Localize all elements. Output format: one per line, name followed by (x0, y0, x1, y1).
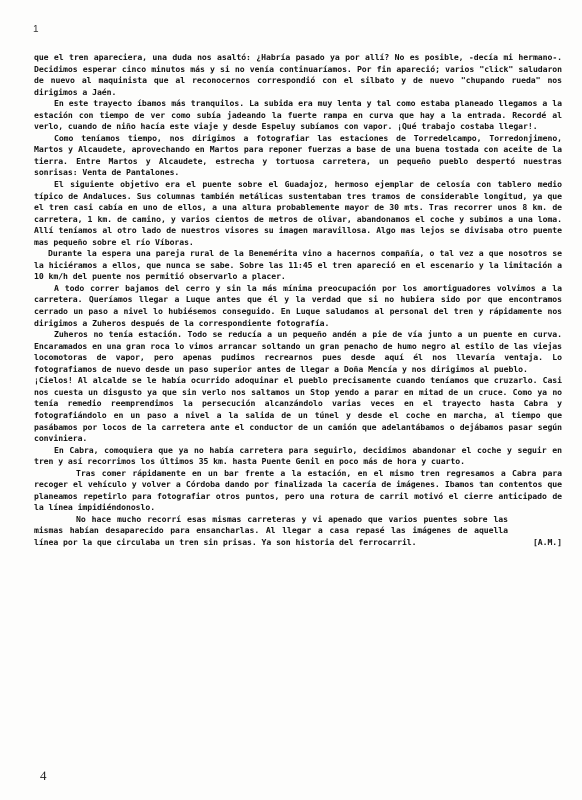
paragraph-11: No hace mucho recorrí esas mismas carreteras y vi apenado que varios puentes sobre las mismas habían desaparecido para ensancharlas. Al llegar a casa repasé las imágenes de aquella línea por la que circulaba un tren sin prisas. Ya son historia del ferrocarril. (34, 513, 508, 547)
page-number: 4 (40, 768, 47, 783)
paragraph-10: Tras comer rápidamente en un bar frente a la estación, en el mismo tren regresamos a Cabra para recoger el vehículo y volver a Córdoba dando por finalizada la cacería de imágenes. Ibamos tan contentos que planeamos repetirlo para fotografiar otros puntos, pero una rotura de carril motivó el cierre anticipado de la línea impidiéndonoslo. (34, 467, 562, 513)
paragraph-3: Como teníamos tiempo, nos dirigimos a fotografiar las estaciones de Torredelcampo, Torredonjimeno, Martos y Alcaudete, aprovechando en Martos para reponer fuerzas a base de una buena tostada con aceite de la tierra. Entre Martos y Alcaudete, estrecha y tortuosa carretera, un pequeño pueblo despertó nuestras sonrisas: Venta de Pantalones. (34, 132, 562, 178)
paragraph-8: ¡Cielos! Al alcalde se le había ocurrido adoquinar el pueblo precisamente cuando teníamos que cruzarlo. Casi nos cuesta un disgusto ya que sin verlo nos saltamos un Stop yendo a parar en mitad de un cruce. Como ya no tenía remedio reemprendimos la persecución alcanzándolo varias veces en el trayecto hasta Cabra y fotografiándolo en un paso a nivel a la salida de un túnel y desde el coche en marcha, al tiempo que pasábamos por locos de la carretera ante el conductor de un camión que adelantábamos o dejábamos pasar según conviniera. (34, 375, 562, 444)
author-signature: [A.M.] (532, 536, 562, 547)
paragraph-5: Durante la espera una pareja rural de la Benemérita vino a hacernos compañía, o tal vez a que nosotros se la hiciéramos a ellos, que nunca se sabe. Sobre las 11:45 el tren apareció en el escenario y la limitación a 10 km/h del puente nos permitió observarlo a placer. (34, 248, 562, 282)
paragraph-1: que el tren apareciera, una duda nos asaltó: ¿Habría pasado ya por allí? No es posible, -decía mi hermano-. Decidimos esperar cinco minutos más y si no venía continuaríamos. Por fin apareció; varios "click" saludaron de nuevo al maquinista que al reconocernos correspondió con el silbato y de nuevo "chupando rueda" nos dirigimos a Jaén. (34, 52, 562, 97)
paragraph-2: En este trayecto íbamos más tranquilos. La subida era muy lenta y tal como estaba planeado llegamos a la estación con tiempo de ver como subía jadeando la fuerte rampa en curva que hay a la entrada. Recordé al verlo, cuando de niño hacía este viaje y desde Espeluy subíamos con vapor. ¡Qué trabajo costaba llegar!. (34, 98, 562, 132)
corner-mark: 1 (33, 24, 39, 35)
paragraph-4: El siguiente objetivo era el puente sobre el Guadajoz, hermoso ejemplar de celosía con tablero medio típico de Andaluces. Sus columnas también metálicas sustentaban tres tramos de considerable longitud, ya que el tren casi cabía en uno de ellos, a una altura probablemente mayor de 30 mts. Tras recorrer unos 8 km. de carretera, 1 km. de camino, y varios cientos de metros de olivar, abandonamos el coche y subimos a una loma. Allí teníamos al otro lado de nuestros visores su imagen maravillosa. Algo mas lejos se divisaba otro puente mas pequeño sobre el río Víboras. (34, 179, 562, 247)
paragraph-7: Zuheros no tenía estación. Todo se reducía a un pequeño andén a pie de vía junto a un puente en curva. Encaramados en una gran roca lo vimos arrancar soltando un gran penacho de humo negro al estilo de las viejas locomotoras de vapor, pero apenas pudimos recrearnos pues desde aquí él nos llevaría ventaja. Lo fotografiamos de nuevo desde un paso superior antes de llegar a Doña Mencía y nos dirigimos al pueblo. (34, 329, 562, 374)
article-body (34, 52, 562, 549)
paragraph-6: A todo correr bajamos del cerro y sin la más mínima preocupación por los amortiguadores volvimos a la carretera. Queríamos llegar a Luque antes que él y la verdad que si no hubiera sido por que encontramos cerrado un paso a nivel lo hubiésemos conseguido. En Luque saludamos al personal del tren y rápidamente nos dirigimos a Zuheros después de la correspondiente fotografía. (34, 282, 562, 328)
paragraph-9: En Cabra, comoquiera que ya no había carretera para seguirlo, decidimos abandonar el coche y seguir en tren y así recorrimos los últimos 35 km. hasta Puente Genil en poco más de hora y cuarto. (34, 444, 562, 467)
closing-block (34, 514, 562, 549)
